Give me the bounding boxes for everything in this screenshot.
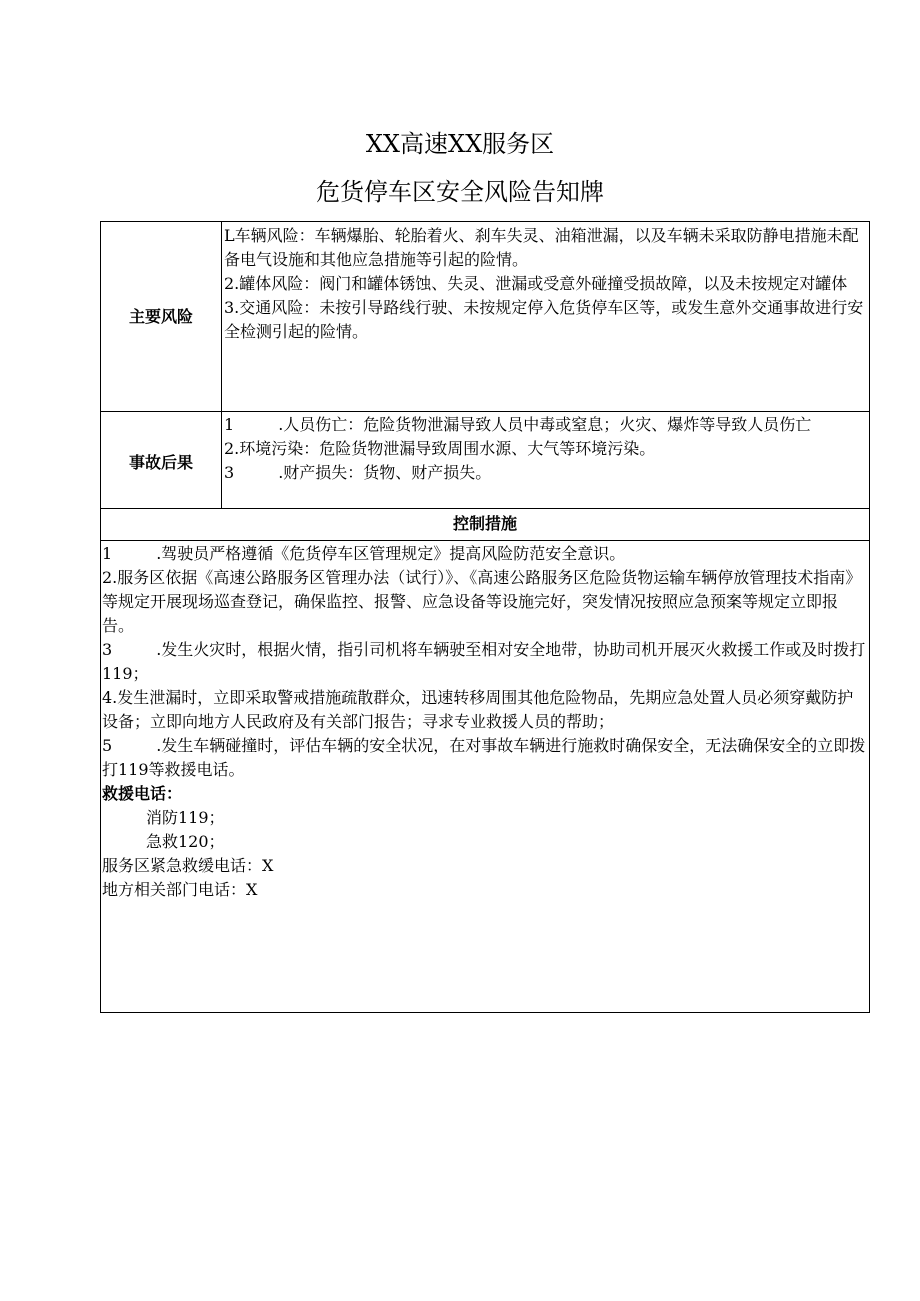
- consequence-pollution: 2.环境污染：危险货物泄漏导致周围水源、大气等环境污染。: [224, 439, 656, 458]
- risk-tank: 2.罐体风险：阀门和罐体锈蚀、失灵、泄漏或受意外碰撞受损故障，以及未按规定对罐体: [224, 274, 848, 293]
- item-number: 3: [224, 463, 235, 482]
- control-item-1: [102, 542, 868, 566]
- item-number: 1: [224, 415, 235, 434]
- consequences-label: 事故后果: [128, 453, 193, 472]
- consequences-content: [224, 413, 864, 485]
- main-risks-content: [224, 224, 864, 344]
- item-number: 1: [102, 544, 113, 563]
- risk-vehicle: L车辆风险：车辆爆胎、轮胎着火、刹车失灵、油箱泄漏，以及车辆未采取防静电措施未配备电气设施和其他应急措施等引起的险情。: [224, 226, 859, 269]
- control-measures-header: 控制措施: [452, 514, 517, 533]
- row-divider: [101, 411, 869, 412]
- control-item-2: 2.服务区依据《高速公路服务区管理办法（试行）》、《高速公路服务区危险货物运输车辆停放管理技术指南》等规定开展现场巡查登记，确保监控、报警、应急设备等设施完好，突发情况按照应急预案等规定立即报告。: [102, 568, 862, 635]
- item-number: 5: [102, 736, 113, 755]
- item-text: .发生车辆碰撞时，评估车辆的安全状况，在对事故车辆进行施救时确保安全，无法确保安全的立即拨打119等救援电话。: [102, 736, 866, 779]
- control-item-5: [102, 734, 868, 782]
- item-text: .驾驶员严格遵循《危货停车区管理规定》提高风险防范安全意识。: [156, 544, 626, 563]
- control-measures-content: [102, 542, 868, 902]
- consequence-property: [224, 461, 864, 485]
- local-department-phone: 地方相关部门电话：X: [102, 880, 258, 899]
- rescue-phone-title: 救援电话：: [102, 784, 183, 803]
- service-area-phone: 服务区紧急救缓电话：X: [102, 856, 274, 875]
- item-text: .人员伤亡：危险货物泄漏导致人员中毒或窒息；火灾、爆炸等导致人员伤亡: [278, 415, 812, 434]
- item-number: 3: [102, 640, 113, 659]
- row-divider: [101, 540, 869, 541]
- risk-traffic: 3.交通风险：未按引导路线行驶、未按规定停入危货停车区等，或发生意外交通事故进行安全检测引起的险情。: [224, 298, 864, 341]
- control-item-4: 4.发生泄漏时，立即采取警戒措施疏散群众，迅速转移周围其他危险物品，先期应急处置人员必须穿戴防护设备；立即向地方人民政府及有关部门报告；寻求专业救援人员的帮助；: [102, 688, 854, 731]
- item-text: .发生火灾时，根据火情，指引司机将车辆驶至相对安全地带，协助司机开展灭火救援工作或及时拨打119；: [102, 640, 866, 683]
- main-risks-label: 主要风险: [128, 307, 193, 326]
- column-divider: [221, 222, 222, 508]
- consequence-casualty: [224, 413, 864, 437]
- risk-notice-table: [100, 221, 870, 1013]
- ambulance-phone: 急救120；: [146, 832, 225, 851]
- page-subtitle: 危货停车区安全风险告知牌: [316, 178, 604, 206]
- fire-phone: 消防119；: [146, 808, 225, 827]
- item-text: .财产损失：货物、财产损失。: [278, 463, 492, 482]
- control-item-3: [102, 638, 868, 686]
- page-title: XX高速XX服务区: [365, 130, 555, 158]
